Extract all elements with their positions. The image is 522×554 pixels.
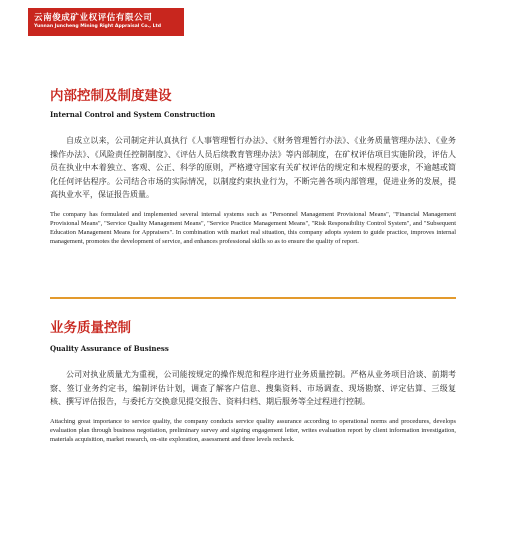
section-divider <box>50 297 456 299</box>
section-subtitle-internal-control: Internal Control and System Construction <box>50 110 216 119</box>
body-text-en: Attaching great importance to service quality, the company conducts service quality assurance according to operational norms and procedures, develops evaluation plan through business negotiation, preliminary survey and signing engagement letter, writes evaluation report by client information investigation, materials acquisition, market research, on-site exploration, assessment and three levels recheck. <box>50 417 456 443</box>
company-header-banner <box>28 8 184 36</box>
body-text-cn: 自成立以来，公司制定并认真执行《人事管理暂行办法》、《财务管理暂行办法》、《业务质量管理办法》、《业务操作办法》、《风险责任控制制度》、《评估人员后续教育管理办法》等内部制度，在矿权评估项目实施阶段，评估人员在执业中本着独立、客观、公正、科学的原则，严格遵守国家有关矿权评估的规定和本规程的要求，不逾越或简化任何评估程序。公司结合市场的实际情况，以制度约束执业行为，不断完善各项内部管理，促进业务的发展，提高执业水平，保证报告质量。 <box>50 136 456 199</box>
section-subtitle-quality-assurance: Quality Assurance of Business <box>50 344 169 353</box>
section-title-internal-control: 内部控制及制度建设 <box>50 88 172 104</box>
section-title-quality-assurance: 业务质量控制 <box>50 320 131 336</box>
body-text-cn: 公司对执业质量尤为重视，公司能按规定的操作规范和程序进行业务质量控制。严格从业务项目洽谈、前期考察、签订业务约定书，编制评估计划，调查了解客户信息、搜集资料、市场调查、现场勘察、评定估算、三级复核、撰写评估报告，与委托方交换意见提交报告、资料归档、期后服务等全过程进行控制。 <box>50 370 456 406</box>
body-text-en: The company has formulated and implemented several internal systems such as "Personnel Management Provisional Means", "Financial Management Provisional Means", "Service Quality Management Means", "Service Practice Management Means", "Risk Responsibility Control System", and "Subsequent Education Management Means for Appraisers". In combination with market real situation, this company adopts system to guide practice, improves internal management, promotes the development of service, and enhances professional skills so as to ensure the quality of report. <box>50 210 456 246</box>
section-quality-assurance <box>50 320 456 444</box>
section-internal-control <box>50 88 456 246</box>
company-name-cn: 云南俊成矿业权评估有限公司 <box>34 13 153 23</box>
company-name-en: Yunnan Juncheng Mining Right Appraisal Co., Ltd <box>34 24 162 29</box>
